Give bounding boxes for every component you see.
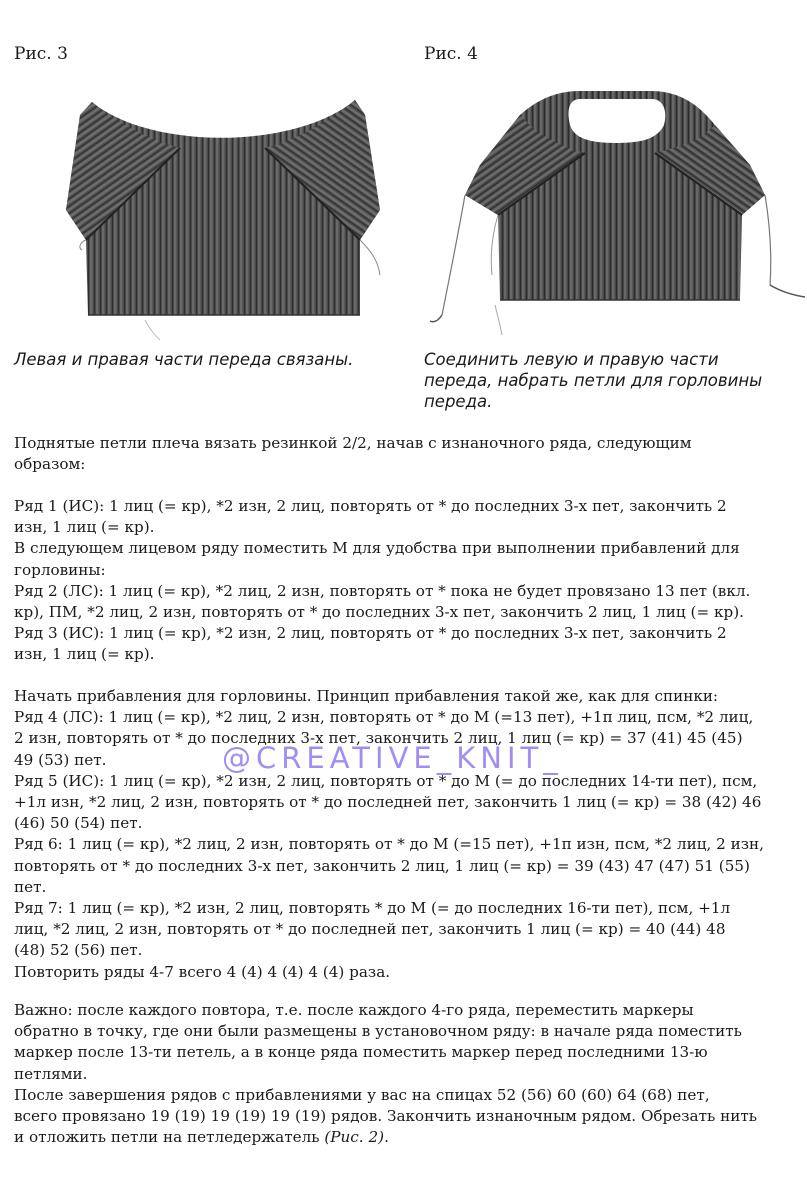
text-line: Ряд 2 (ЛС): 1 лиц (= кр), *2 лиц, 2 изн, повторять от * пока не будет провязано 13 пет (вкл. [14, 581, 751, 600]
text-line: Ряд 5 (ИС): 1 лиц (= кр), *2 изн, 2 лиц, повторять от * до М (= до последних 14-ти пет), псм, [14, 771, 758, 790]
text-line: Ряд 4 (ЛС): 1 лиц (= кр), *2 лиц, 2 изн, повторять от * до М (=13 пет), +1п лиц, псм, *2 лиц, [14, 708, 754, 727]
figure-3-caption: Левая и правая части переда связаны. [14, 350, 354, 369]
figure-4-caption [424, 349, 794, 412]
text-line: лиц, *2 лиц, 2 изн, повторять от * до последней пет, закончить 1 лиц (= кр) = 40 (44) 48 [14, 920, 726, 939]
text-line: маркер после 13-ти петель, а в конце ряда поместить маркер перед последними 13-ю [14, 1043, 708, 1062]
text-line: 2 изн, повторять от * до последних 3-х пет, закончить 2 лиц, 1 лиц (= кр) = 37 (41) 45 (45) [14, 729, 743, 748]
knitted-front-joined-photo [420, 85, 807, 345]
watermark: @CREATIVE_KNIT_ [222, 741, 563, 775]
important-note-paragraph [14, 1000, 796, 1148]
figure-reference: (Рис. 2) [324, 1128, 385, 1147]
rows-4-7-paragraph [14, 686, 796, 983]
figure-4-caption-line: переда, набрать петли для горловины [424, 371, 763, 390]
knitted-front-halves-photo [60, 90, 390, 350]
text-line: Ряд 3 (ИС): 1 лиц (= кр), *2 изн, 2 лиц, повторять от * до последних 3-х пет, закончить 2 [14, 624, 727, 643]
text-line: кр), ПМ, *2 лиц, 2 изн, повторять от * до последних 3-х пет, закончить 2 лиц, 1 лиц (= кр). [14, 603, 744, 622]
text-line: обратно в точку, где они были размещены в установочном ряду: в начале ряда поместить [14, 1022, 742, 1041]
text-line: (46) 50 (54) пет. [14, 814, 143, 833]
figure-4-label: Рис. 4 [424, 44, 478, 64]
text-line: Ряд 1 (ИС): 1 лиц (= кр), *2 изн, 2 лиц, повторять от * до последних 3-х пет, закончить 2 [14, 497, 727, 515]
text-line [14, 1127, 796, 1148]
text-line: горловины: [14, 560, 106, 579]
figure-3-label: Рис. 3 [14, 44, 68, 64]
text-line: Повторить ряды 4-7 всего 4 (4) 4 (4) 4 (4) раза. [14, 962, 391, 981]
text-line: пет. [14, 877, 47, 896]
text-fragment: и отложить петли на петледержатель [14, 1128, 325, 1147]
text-line: Ряд 7: 1 лиц (= кр), *2 изн, 2 лиц, повторять * до М (= до последних 16-ти пет), псм, +1л [14, 899, 731, 918]
text-line: изн, 1 лиц (= кр). [14, 645, 155, 664]
text-line: +1л изн, *2 лиц, 2 изн, повторять от * до последней пет, закончить 1 лиц (= кр) = 38 (42) 46 [14, 793, 762, 812]
rows-1-3-paragraph [14, 496, 796, 666]
text-line: 49 (53) пет. [14, 750, 107, 769]
text-line: Начать прибавления для горловины. Принцип прибавления такой же, как для спинки: [14, 687, 719, 705]
figure-4-caption-line: переда. [424, 392, 493, 411]
figure-4-caption-line: Соединить левую и правую части [424, 350, 719, 369]
text-line: Важно: после каждого повтора, т.е. после каждого 4-го ряда, переместить маркеры [14, 1001, 694, 1019]
text-line: (48) 52 (56) пет. [14, 941, 143, 960]
text-line: образом: [14, 455, 86, 474]
text-line: В следующем лицевом ряду поместить М для удобства при выполнении прибавлений для [14, 539, 740, 558]
text-line: Поднятые петли плеча вязать резинкой 2/2, начав с изнаночного ряда, следующим [14, 434, 692, 452]
text-line: повторять от * до последних 3-х пет, закончить 2 лиц, 1 лиц (= кр) = 39 (43) 47 (47) 51 (55) [14, 856, 750, 875]
text-line: всего провязано 19 (19) 19 (19) 19 (19) рядов. Закончить изнаночным рядом. Обрезать нить [14, 1107, 758, 1126]
text-line: После завершения рядов с прибавлениями у вас на спицах 52 (56) 60 (60) 64 (68) пет, [14, 1085, 710, 1104]
intro-paragraph [14, 433, 796, 475]
text-line: Ряд 6: 1 лиц (= кр), *2 лиц, 2 изн, повторять от * до М (=15 пет), +1п изн, псм, *2 лиц, 2 изн, [14, 835, 764, 854]
text-line: изн, 1 лиц (= кр). [14, 518, 155, 537]
text-line: петлями. [14, 1064, 88, 1083]
text-fragment: . [384, 1128, 389, 1147]
